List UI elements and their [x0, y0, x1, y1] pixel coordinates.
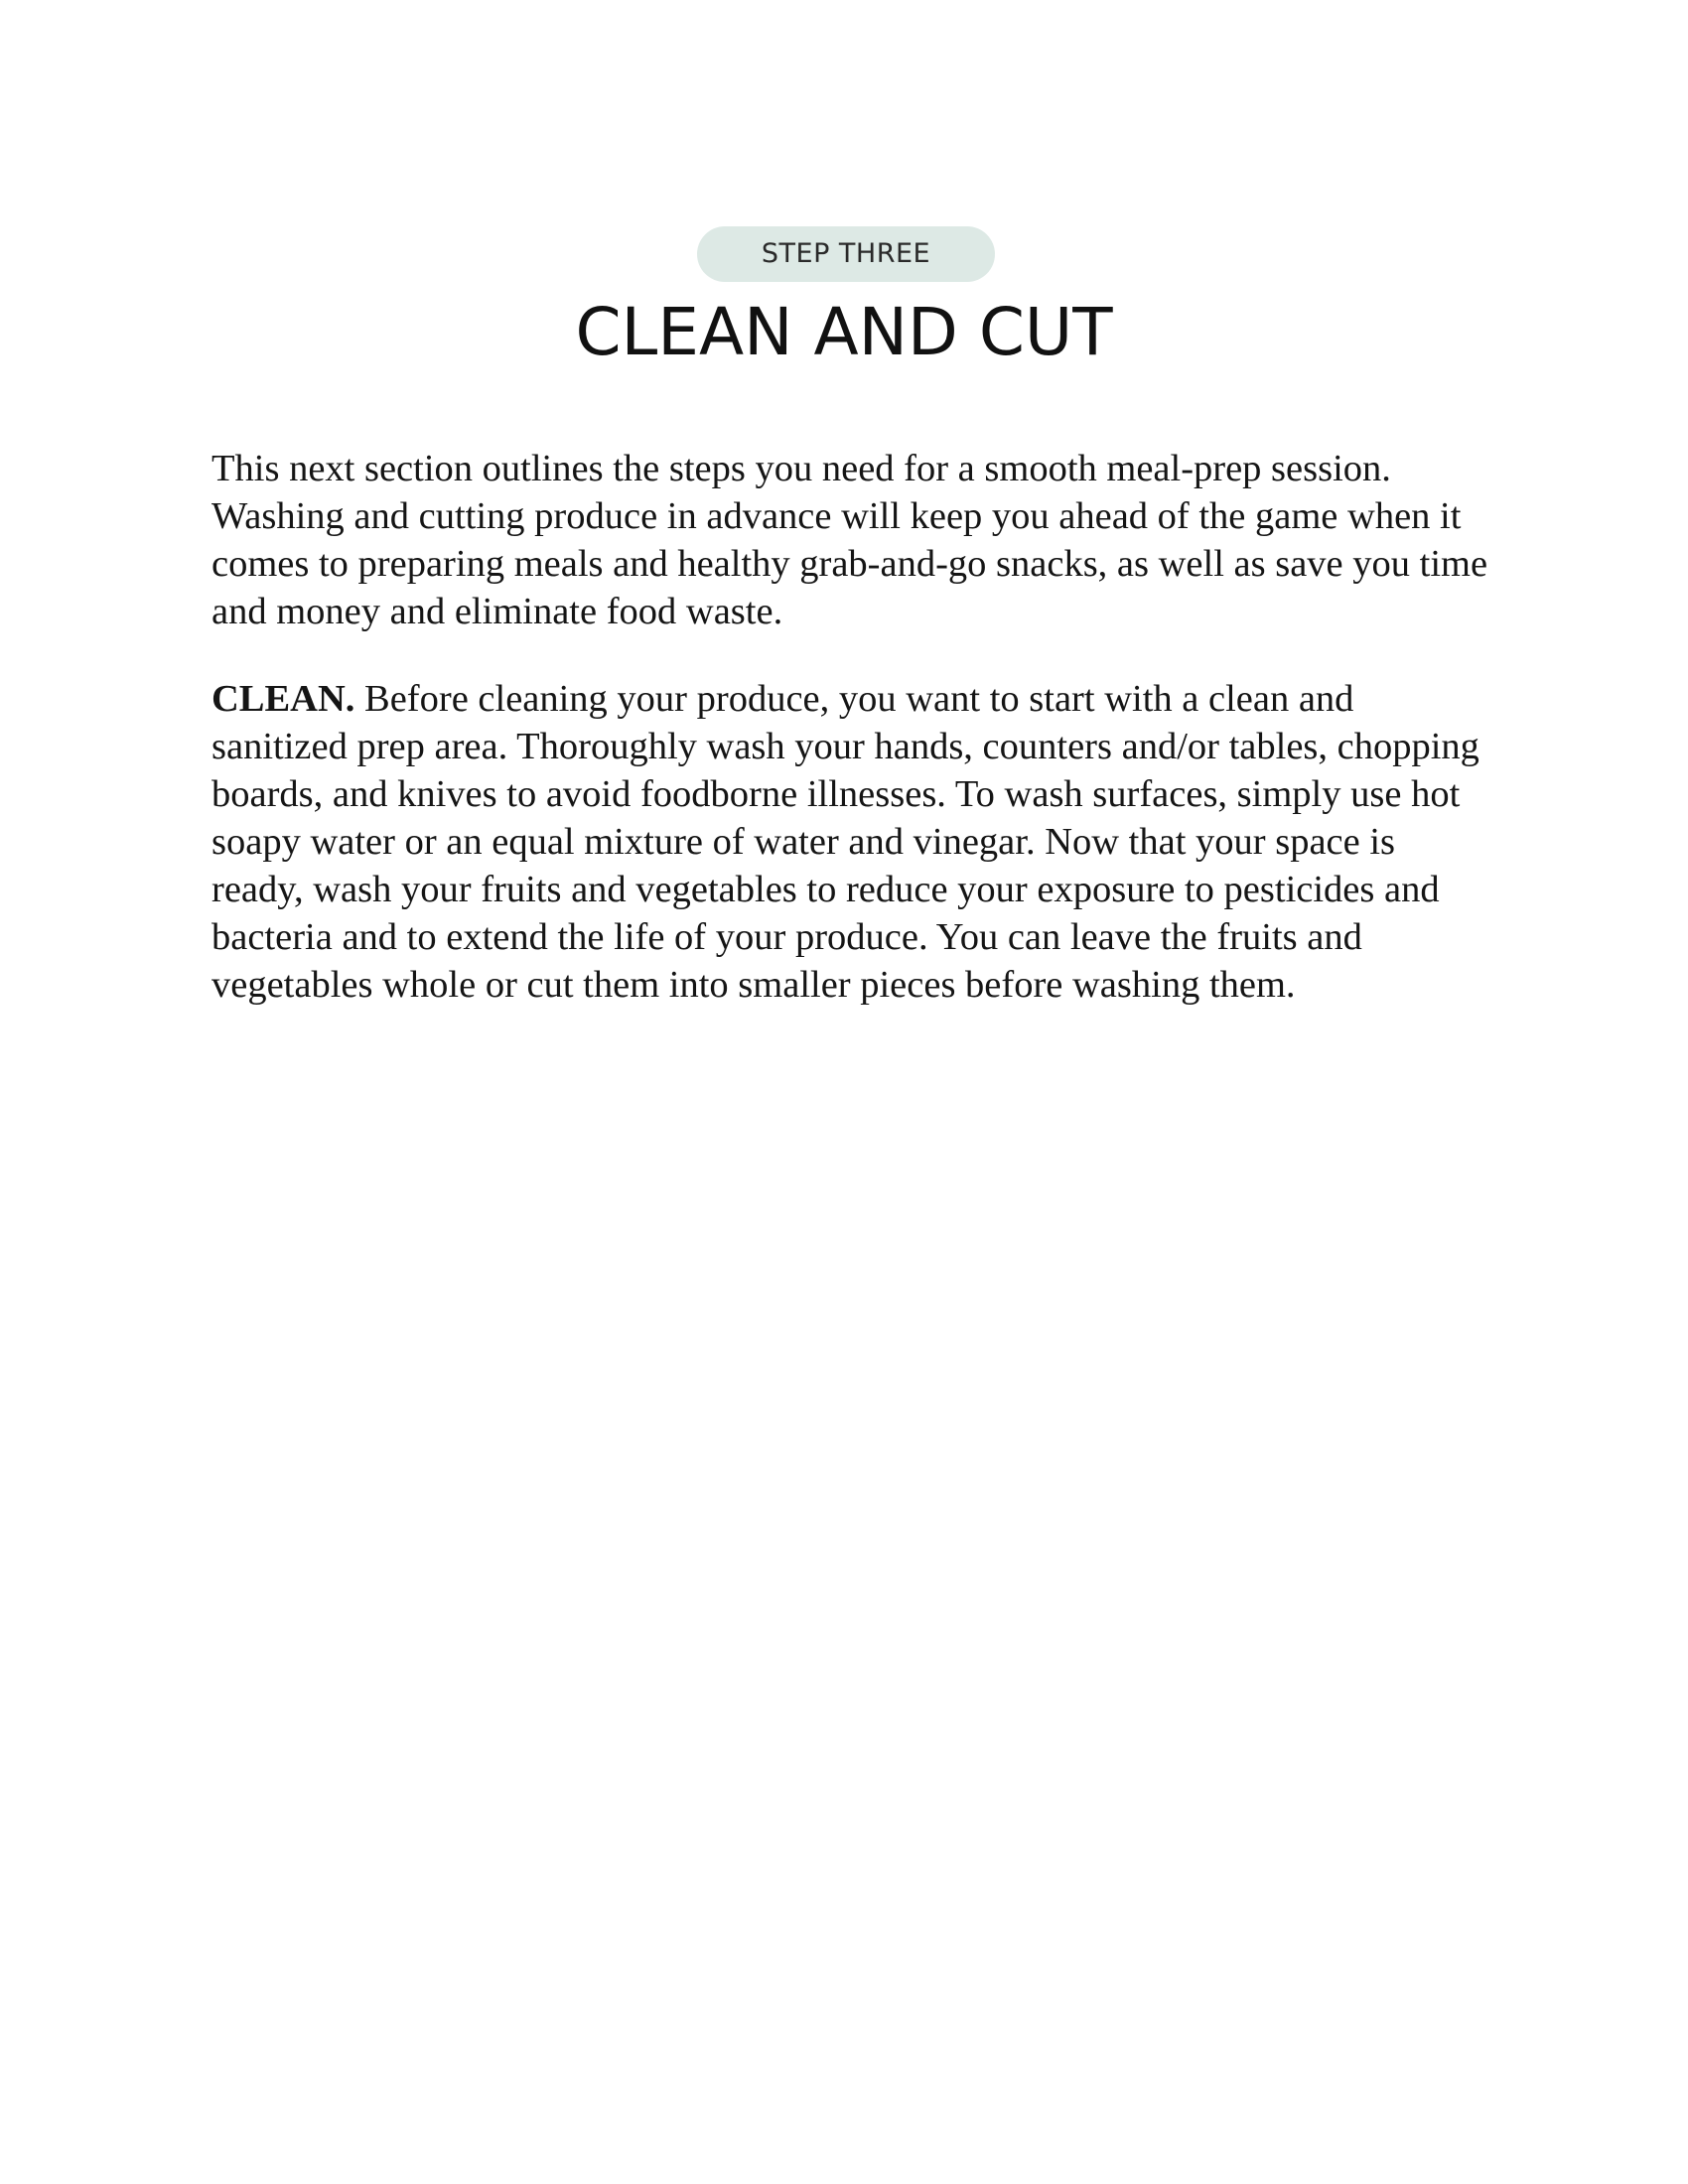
- step-badge: STEP THREE: [697, 226, 995, 282]
- intro-paragraph: This next section outlines the steps you need for a smooth meal-prep session. Washing and cutting produce in advance will keep you ahead of the game when it comes to preparing meals and healthy grab-and-go snacks, as well as save you time and money and eliminate food waste.: [211, 448, 1488, 632]
- clean-lead-in: CLEAN.: [211, 678, 355, 720]
- clean-paragraph: [211, 675, 1492, 1009]
- page-title: CLEAN AND CUT: [575, 294, 1113, 370]
- clean-paragraph-text: Before cleaning your produce, you want to start with a clean and sanitized prep area. Thoroughly wash your hands, counters and/or tables, chopping boards, and knives to avoid foodborne illnesses. To wash surfaces, simply use hot soapy water or an equal mixture of water and vinegar. Now that your space is ready, wash your fruits and vegetables to reduce your exposure to pesticides and bacteria and to extend the life of your produce. You can leave the fruits and vegetables whole or cut them into smaller pieces before washing them.: [211, 678, 1479, 1006]
